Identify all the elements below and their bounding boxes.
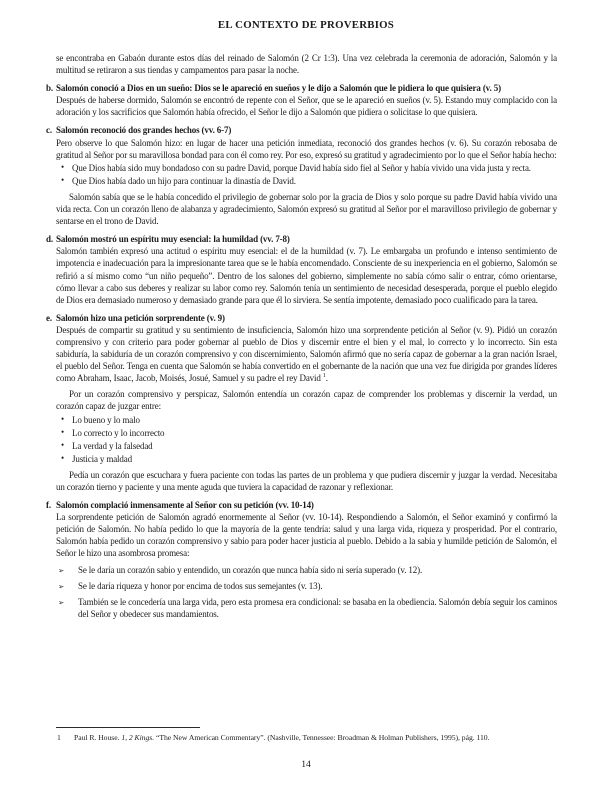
footnote <box>56 733 557 743</box>
bullet-text: La verdad y la falsedad <box>72 440 153 451</box>
footnote-ref: 1 <box>322 373 326 380</box>
bullet-icon: • <box>61 453 65 464</box>
bullet-item <box>56 414 557 426</box>
bullet-icon: • <box>61 175 65 186</box>
bullet-icon: • <box>61 440 65 451</box>
promise-item <box>56 580 557 592</box>
arrow-icon: ➢ <box>58 581 65 591</box>
section-b <box>46 82 557 118</box>
section-d <box>46 233 557 306</box>
bullet-item <box>56 427 557 439</box>
page-number: 14 <box>301 759 311 770</box>
bullet-item <box>56 175 557 187</box>
section-paragraph <box>56 324 557 384</box>
bullet-list <box>56 162 557 187</box>
section-letter: e. <box>46 312 52 323</box>
section-heading: Salomón reconoció dos grandes hechos (vv. 6-7) <box>56 125 232 136</box>
page-content <box>46 52 557 620</box>
arrow-icon: ➢ <box>58 597 65 607</box>
section-e <box>46 312 557 493</box>
bullet-list <box>56 414 557 465</box>
bullet-item <box>56 453 557 465</box>
bullet-text: Que Dios había dado un hijo para continuar la dinastía de David. <box>72 175 296 186</box>
bullet-text: Lo bueno y lo malo <box>72 414 140 425</box>
section-paragraph: Salomón también expresó una actitud o espíritu muy esencial: el de la humildad (v. 7). Le embargaba un profundo e intenso sentimiento de impotencia e inadecuación para la impresionante tarea que se le había encomendado. Consciente de su inexperiencia en el gobierno, Salomón se refirió a sí mismo como “un niño pequeño”. Dentro de los salones del gobierno, simplemente no sabía cómo salir o entrar, cómo orientarse, cómo llevar a cabo sus deberes y realizar su labor como rey. Salomón tenía un sentimiento de necesidad desesperada, porque el pueblo elegido de Dios era demasiado numeroso y demasiado grande para que él lo sirviera. Se sentía impotente, demasiado poco cualificado para la tarea. <box>56 246 557 305</box>
promise-text: También se le concedería una larga vida, pero esta promesa era condicional: se basaba en la obediencia. Salomón debía seguir los caminos del Señor y obedecer sus mandamientos. <box>78 596 557 619</box>
section-heading: Salomón hizo una petición sorprendente (v. 9) <box>56 312 225 323</box>
bullet-text: Justicia y maldad <box>72 453 132 464</box>
bullet-icon: • <box>61 414 65 425</box>
promise-item <box>56 596 557 620</box>
section-letter: d. <box>46 234 53 245</box>
section-heading: Salomón conoció a Dios en un sueño: Dios se le apareció en sueños y le dijo a Salomón que le pidiera lo que quisiera (v. 5) <box>56 83 501 94</box>
promise-text: Se le daría riqueza y honor por encima de todos sus semejantes (v. 13). <box>78 580 323 591</box>
footnote-text: “The New American Commentary”. (Nashville, Tennessee: Broadman & Holman Publishers, 1995), pág. 110. <box>154 733 490 742</box>
footnote-area <box>56 727 557 743</box>
bullet-icon: • <box>61 427 65 438</box>
paragraph-text: . <box>325 373 328 384</box>
section-paragraph: Pedía un corazón que escuchara y fuera paciente con todas las partes de un problema y que pudiera discernir y juzgar la verdad. Necesitaba un corazón tierno y paciente y una mente aguda que tuviera la capacidad de razonar y reflexionar. <box>56 469 557 492</box>
promise-item <box>56 564 557 576</box>
footnote-text-italic: 1, 2 Kings. <box>121 733 155 742</box>
promise-text: Se le daría un corazón sabio y entendido, un corazón que nunca había sido ni sería superado (v. 12). <box>78 564 423 575</box>
footnote-number: 1 <box>57 733 61 742</box>
section-c <box>46 124 557 227</box>
paragraph-text: Después de compartir su gratitud y su sentimiento de insuficiencia, Salomón hizo una sorprendente petición al Señor (v. 9). Pidió un corazón comprensivo y con criterio para poder gobernar al pueblo de Dios y discernir entre el bien y el mal, lo correcto y lo incorrecto. Sin esta sabiduría, la sabiduría de un corazón comprensivo y con discernimiento, Salomón afirmó que no sería capaz de gobernar a la gran nación Israel, el pueblo del Señor. Tenga en cuenta que Salomón se había convertido en el gobernante de la nación que una vez fue dirigida por grandes líderes como Abraham, Isaac, Jacob, Moisés, Josué, Samuel y su padre el rey David <box>56 324 557 384</box>
bullet-item <box>56 162 557 174</box>
section-paragraph: Pero observe lo que Salomón hizo: en lugar de hacer una petición inmediata, reconoció dos grandes hechos (v. 6). Su corazón rebosaba de gratitud al Señor por su maravillosa bondad para con él como rey. Por eso, expresó su gratitud y agradecimiento por lo que el Señor había hecho: <box>56 137 557 160</box>
arrow-icon: ➢ <box>58 565 65 575</box>
section-paragraph: La sorprendente petición de Salomón agradó enormemente al Señor (vv. 10-14). Respondiendo a Salomón, el Señor examinó y confirmó la petición de Salomón. No había pedido lo que la mayoría de la gente tendría: salud y una larga vida, riqueza y prosperidad. Por el contrario, Salomón había pedido un corazón comprensivo y sabio para poder hacer justicia al pueblo. Debido a la sabia y humilde petición de Salomón, el Señor le hizo una asombrosa promesa: <box>56 512 557 559</box>
bullet-item <box>56 440 557 452</box>
section-letter: b. <box>46 83 53 94</box>
footnote-divider <box>56 727 200 728</box>
bullet-text: Que Dios había sido muy bondadoso con su padre David, porque David había sido fiel al Señor y había vivido una vida justa y recta. <box>72 162 531 173</box>
intro-paragraph: se encontraba en Gabaón durante estos días del reinado de Salomón (2 Cr 1:3). Una vez celebrada la ceremonia de adoración, Salomón y la multitud se retiraron a sus tiendas y campamentos para pasar la noche. <box>56 53 557 76</box>
section-heading: Salomón complació inmensamente al Señor con su petición (vv. 10-14) <box>56 500 314 511</box>
section-f <box>46 499 557 620</box>
section-heading: Salomón mostró un espíritu muy esencial: la humildad (vv. 7-8) <box>56 234 290 245</box>
bullet-text: Lo correcto y lo incorrecto <box>72 427 165 438</box>
promise-list <box>56 564 557 620</box>
section-paragraph: Por un corazón comprensivo y perspicaz, Salomón entendía un corazón capaz de comprender los problemas y discernir la verdad, un corazón capaz de juzgar entre: <box>56 389 557 412</box>
section-paragraph: Después de haberse dormido, Salomón se encontró de repente con el Señor, que se le apareció en sueños (v. 5). Estando muy complacido con la adoración y los sacrificios que Salomón había ofrecido, el Señor le dijo a Salomón que pidiera o solicitase lo que quisiera. <box>56 95 557 118</box>
section-letter: c. <box>46 125 52 136</box>
section-letter: f. <box>46 500 51 511</box>
section-paragraph: Salomón sabía que se le había concedido el privilegio de gobernar solo por la gracia de Dios y solo porque su padre David había vivido una vida recta. Con un corazón lleno de alabanza y agradecimiento, Salomón expresó su gratitud al Señor por el maravilloso privilegio de gobernar y sentarse en el trono de David. <box>56 191 557 227</box>
page-header-title: EL CONTEXTO DE PROVERBIOS <box>217 19 395 31</box>
bullet-icon: • <box>61 162 65 173</box>
footnote-text: Paul R. House. <box>74 733 122 742</box>
